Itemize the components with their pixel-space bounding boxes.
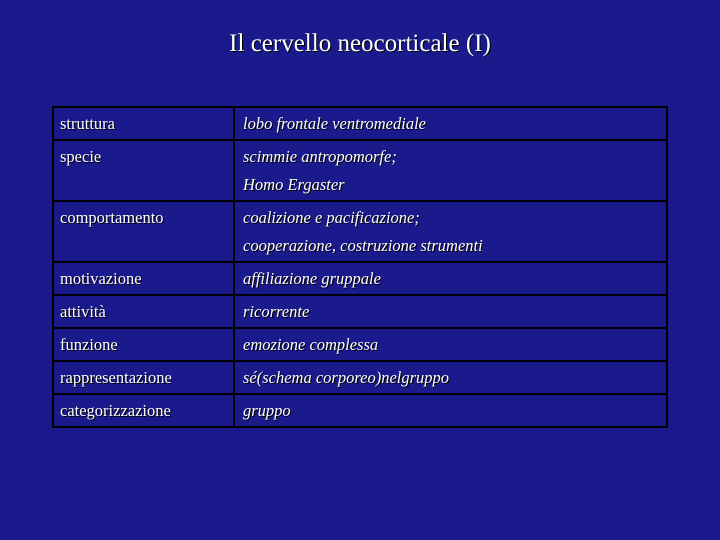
- table-row: [53, 107, 667, 140]
- row-value-line: coalizione e pacificazione;: [243, 208, 420, 227]
- table-row: [53, 328, 667, 361]
- row-label: struttura: [53, 107, 234, 140]
- row-value: [234, 201, 667, 262]
- row-value: [234, 140, 667, 201]
- row-value: [234, 328, 667, 361]
- table-row: [53, 262, 667, 295]
- row-label: rappresentazione: [53, 361, 234, 394]
- row-value: [234, 107, 667, 140]
- slide-title: Il cervello neocorticale (I): [229, 30, 491, 57]
- row-label: categorizzazione: [53, 394, 234, 427]
- table-row: [53, 201, 667, 262]
- row-value-line: scimmie antropomorfe;: [243, 147, 397, 166]
- row-label: attività: [53, 295, 234, 328]
- row-value-line: gruppo: [243, 401, 291, 420]
- row-value: [234, 262, 667, 295]
- info-table: [52, 106, 668, 428]
- row-label: funzione: [53, 328, 234, 361]
- row-label: comportamento: [53, 201, 234, 262]
- row-value-line: affiliazione gruppale: [243, 269, 381, 288]
- row-value: [234, 394, 667, 427]
- row-value: [234, 295, 667, 328]
- row-label: motivazione: [53, 262, 234, 295]
- row-value-line: cooperazione, costruzione strumenti: [243, 236, 483, 255]
- row-value-line: sé(schema corporeo)nelgruppo: [243, 368, 450, 387]
- row-label: specie: [53, 140, 234, 201]
- table-row: [53, 295, 667, 328]
- row-value-line: Homo Ergaster: [243, 175, 345, 194]
- table-row: [53, 394, 667, 427]
- table-row: [53, 361, 667, 394]
- row-value-line: lobo frontale ventromediale: [243, 114, 426, 133]
- row-value-line: emozione complessa: [243, 335, 379, 354]
- table-row: [53, 140, 667, 201]
- row-value-line: ricorrente: [243, 302, 310, 321]
- row-value: [234, 361, 667, 394]
